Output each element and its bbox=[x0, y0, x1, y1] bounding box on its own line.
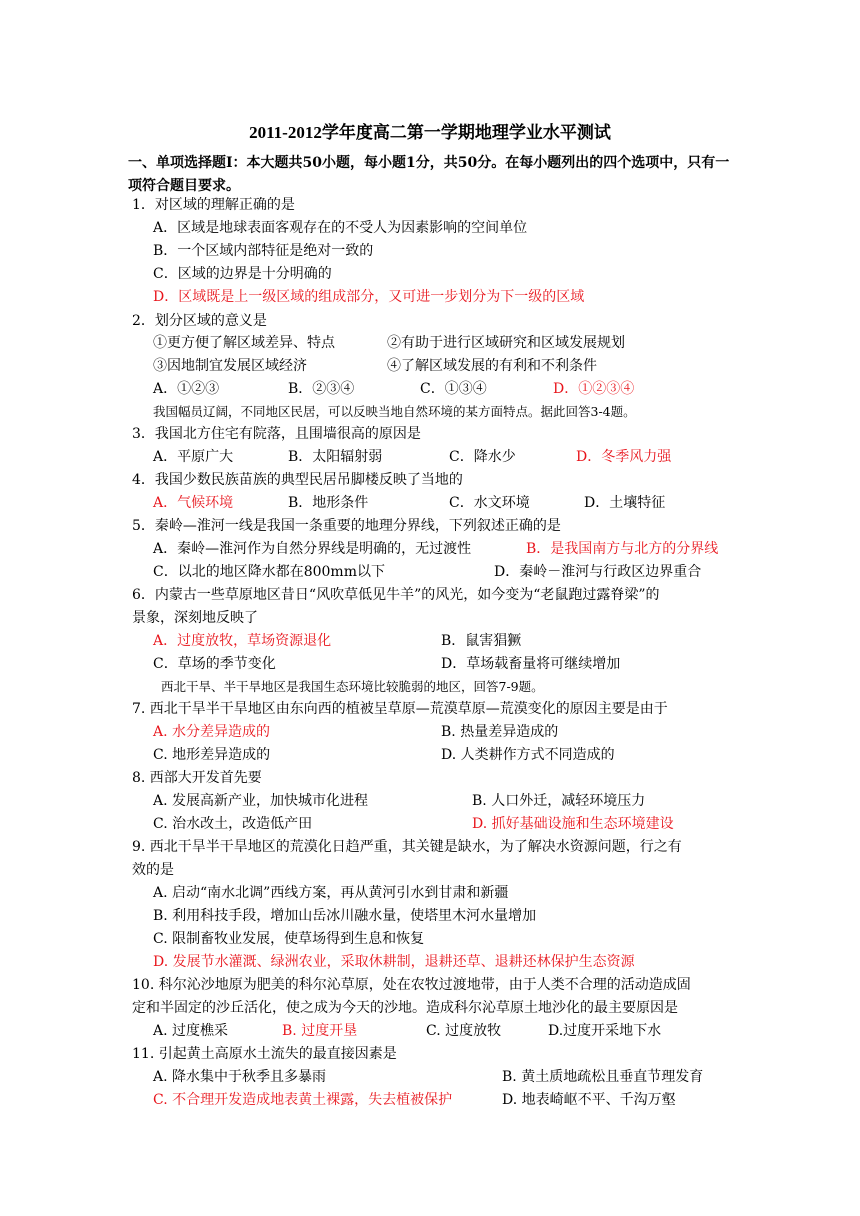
q10-option-b-answer: B. 过度开垦 bbox=[282, 1023, 358, 1039]
q2-statement-1: ①更方便了解区域差异、特点 bbox=[153, 335, 335, 351]
q1-option-a: A．区域是地球表面客观存在的不受人为因素影响的空间单位 bbox=[153, 220, 528, 236]
q9-stem-line2: 效的是 bbox=[132, 862, 174, 878]
q1-option-d-answer: D．区域既是上一级区域的组成部分，又可进一步划分为下一级的区域 bbox=[153, 289, 585, 305]
q7-option-b: B. 热量差异造成的 bbox=[441, 724, 559, 740]
q2-stem: 2．划分区域的意义是 bbox=[132, 313, 267, 329]
q6-stem-line1: 6．内蒙古一些草原地区昔日“风吹草低见牛羊”的风光，如今变为“老鼠跑过露脊梁”的 bbox=[132, 587, 660, 603]
q11-stem: 11. 引起黄土高原水土流失的最直接因素是 bbox=[132, 1046, 397, 1062]
q4-option-d: D．土壤特征 bbox=[584, 495, 666, 511]
q10-option-c: C. 过度放牧 bbox=[426, 1023, 502, 1039]
q10-stem-line2: 定和半固定的沙丘活化，使之成为今天的沙地。造成科尔沁草原土地沙化的最主要原因是 bbox=[132, 1000, 678, 1016]
q11-option-a: A. 降水集中于秋季且多暴雨 bbox=[153, 1069, 327, 1085]
q3-option-d-answer: D．冬季风力强 bbox=[576, 449, 672, 465]
q9-stem-line1: 9. 西北干旱半干旱地区的荒漠化日趋严重，其关键是缺水，为了解决水资源问题，行之有 bbox=[132, 839, 682, 855]
q9-option-c: C. 限制畜牧业发展，使草场得到生息和恢复 bbox=[153, 931, 425, 947]
q8-option-c: C. 治水改土，改造低产田 bbox=[153, 816, 313, 832]
q4-stem: 4．我国少数民族苗族的典型民居吊脚楼反映了当地的 bbox=[132, 472, 463, 488]
note-q7-9: 西北干旱、半干旱地区是我国生态环境比较脆弱的地区，回答7-9题。 bbox=[161, 679, 544, 694]
note-q3-4: 我国幅员辽阔，不同地区民居，可以反映当地自然环境的某方面特点。据此回答3-4题。 bbox=[153, 404, 636, 419]
q9-option-d-answer: D. 发展节水灌溉、绿洲农业，采取休耕制，退耕还草、退耕还林保护生态资源 bbox=[153, 954, 635, 970]
q4-option-b: B．地形条件 bbox=[288, 495, 369, 511]
q1-stem: 1．对区域的理解正确的是 bbox=[132, 197, 295, 213]
q4-option-a-answer: A．气候环境 bbox=[153, 495, 234, 511]
q3-option-a: A．平原广大 bbox=[153, 449, 234, 465]
q2-option-c: C．①③④ bbox=[420, 381, 487, 397]
q7-option-d: D. 人类耕作方式不同造成的 bbox=[441, 747, 615, 763]
q11-option-d: D. 地表崎岖不平、千沟万壑 bbox=[502, 1092, 676, 1108]
q11-option-c-answer: C. 不合理开发造成地表黄土裸露，失去植被保护 bbox=[153, 1092, 453, 1108]
q7-option-a-answer: A. 水分差异造成的 bbox=[153, 724, 271, 740]
q8-option-b: B. 人口外迁，减轻环境压力 bbox=[472, 793, 646, 809]
q6-option-c: C．草场的季节变化 bbox=[153, 656, 276, 672]
q8-stem: 8. 西部大开发首先要 bbox=[132, 770, 262, 786]
exam-title: 2011-2012学年度高二第一学期地理学业水平测试 bbox=[249, 123, 611, 142]
q1-option-b: B．一个区域内部特征是绝对一致的 bbox=[153, 243, 374, 259]
q5-option-b-answer: B．是我国南方与北方的分界线 bbox=[526, 541, 719, 557]
q3-option-b: B．太阳辐射弱 bbox=[288, 449, 383, 465]
q10-option-a: A. 过度樵采 bbox=[153, 1023, 229, 1039]
q3-stem: 3．我国北方住宅有院落，且围墙很高的原因是 bbox=[132, 426, 421, 442]
q1-option-c: C．区域的边界是十分明确的 bbox=[153, 266, 332, 282]
q5-option-c: C．以北的地区降水都在800mm以下 bbox=[153, 564, 385, 580]
q6-option-d: D．草场载畜量将可继续增加 bbox=[441, 656, 621, 672]
q11-option-b: B. 黄土质地疏松且垂直节理发育 bbox=[502, 1069, 704, 1085]
q2-statement-3: ③因地制宜发展区域经济 bbox=[153, 358, 307, 374]
section-heading: 一、单项选择题Ⅰ：本大题共50小题，每小题1分，共50分。在每小题列出的四个选项中，只有一项符合题目要求。 bbox=[128, 155, 730, 194]
q6-option-a-answer: A．过度放牧，草场资源退化 bbox=[153, 633, 332, 649]
q3-option-c: C．降水少 bbox=[449, 449, 516, 465]
q2-option-a: A．①②③ bbox=[153, 381, 220, 397]
q10-stem-line1: 10. 科尔沁沙地原为肥美的科尔沁草原，处在农牧过渡地带，由于人类不合理的活动造成固 bbox=[132, 977, 691, 993]
q8-option-d-answer: D. 抓好基础设施和生态环境建设 bbox=[472, 816, 674, 832]
q9-option-a: A. 启动“南水北调”西线方案，再从黄河引水到甘肃和新疆 bbox=[153, 885, 509, 901]
q7-option-c: C. 地形差异造成的 bbox=[153, 747, 271, 763]
q2-statement-4: ④了解区域发展的有利和不利条件 bbox=[387, 358, 597, 374]
q6-option-b: B．鼠害猖獗 bbox=[441, 633, 522, 649]
q4-option-c: C．水文环境 bbox=[449, 495, 530, 511]
q6-stem-line2: 景象，深刻地反映了 bbox=[132, 610, 258, 626]
q7-stem: 7. 西北干旱半干旱地区由东向西的植被呈草原—荒漠草原—荒漠变化的原因主要是由于 bbox=[132, 701, 668, 717]
q9-option-b: B. 利用科技手段，增加山岳冰川融水量，使塔里木河水量增加 bbox=[153, 908, 537, 924]
q5-option-a: A．秦岭—淮河作为自然分界线是明确的，无过渡性 bbox=[153, 541, 472, 557]
q2-statement-2: ②有助于进行区域研究和区域发展规划 bbox=[387, 335, 625, 351]
q2-option-d-answer: D．①②③④ bbox=[553, 381, 635, 397]
q2-option-b: B．②③④ bbox=[288, 381, 355, 397]
q10-option-d: D.过度开采地下水 bbox=[548, 1023, 662, 1039]
q5-stem: 5．秦岭—淮河一线是我国一条重要的地理分界线，下列叙述正确的是 bbox=[132, 518, 561, 534]
q8-option-a: A. 发展高新产业，加快城市化进程 bbox=[153, 793, 369, 809]
q5-option-d: D．秦岭－淮河与行政区边界重合 bbox=[494, 564, 702, 580]
